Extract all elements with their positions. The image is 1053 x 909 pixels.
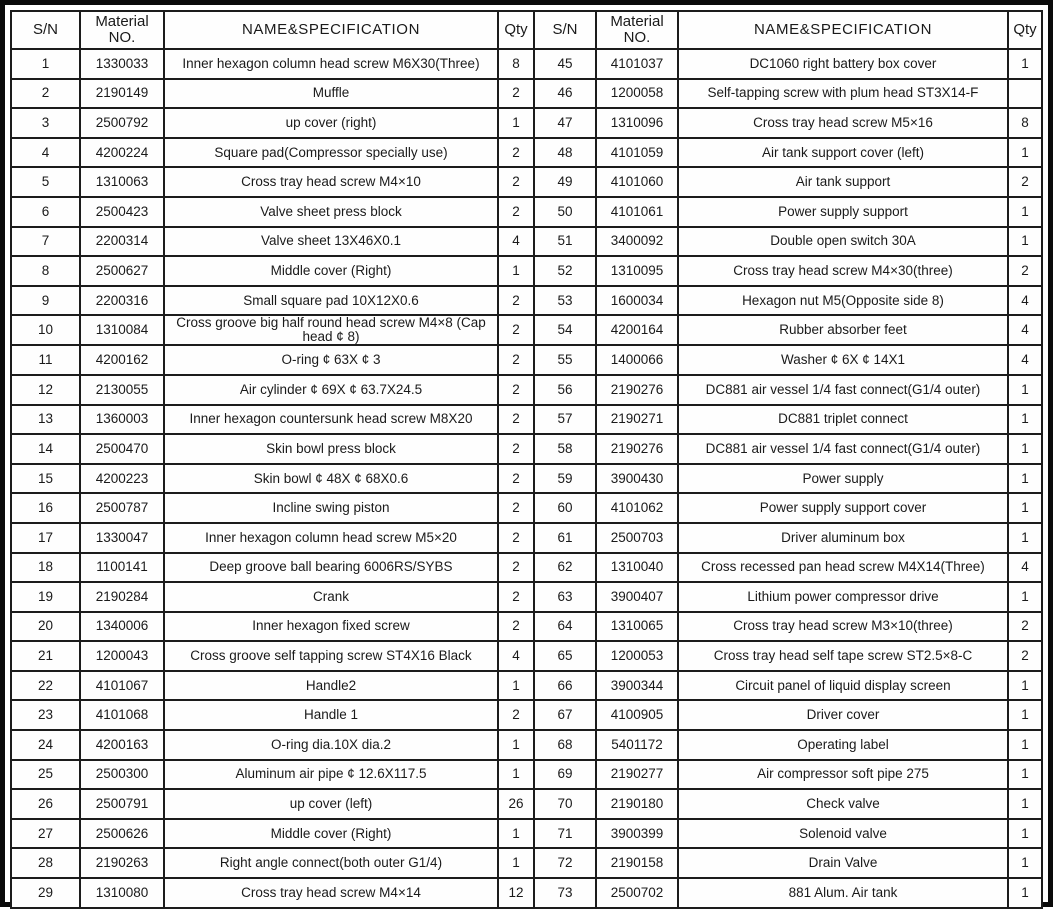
- sn-cell: 73: [534, 878, 596, 908]
- qty-cell: 1: [1008, 375, 1042, 405]
- name-cell: Cross tray head screw M5×16: [678, 108, 1008, 138]
- sn-cell: 4: [11, 138, 80, 168]
- material-cell: 1100141: [80, 553, 164, 583]
- sn-cell: 21: [11, 641, 80, 671]
- header-qty-left: Qty: [498, 11, 534, 49]
- qty-cell: 8: [498, 49, 534, 79]
- header-name-left: NAME&SPECIFICATION: [164, 11, 498, 49]
- table-row: [11, 345, 1042, 375]
- sn-cell: 11: [11, 345, 80, 375]
- table-row: [11, 760, 1042, 790]
- sn-cell: 23: [11, 700, 80, 730]
- qty-cell: 1: [1008, 405, 1042, 435]
- qty-cell: [1008, 79, 1042, 109]
- material-cell: 2190276: [596, 375, 678, 405]
- material-cell: 1400066: [596, 345, 678, 375]
- table-row: [11, 167, 1042, 197]
- material-cell: 4200162: [80, 345, 164, 375]
- sn-cell: 65: [534, 641, 596, 671]
- name-cell: Valve sheet 13X46X0.1: [164, 227, 498, 257]
- material-cell: 1360003: [80, 405, 164, 435]
- material-cell: 4101062: [596, 493, 678, 523]
- name-cell: Incline swing piston: [164, 493, 498, 523]
- material-cell: 1310096: [596, 108, 678, 138]
- qty-cell: 4: [498, 227, 534, 257]
- sn-cell: 68: [534, 730, 596, 760]
- table-row: [11, 789, 1042, 819]
- material-cell: 2500300: [80, 760, 164, 790]
- sn-cell: 3: [11, 108, 80, 138]
- qty-cell: 2: [498, 612, 534, 642]
- material-cell: 2500703: [596, 523, 678, 553]
- qty-cell: 1: [1008, 819, 1042, 849]
- sn-cell: 10: [11, 315, 80, 345]
- sn-cell: 71: [534, 819, 596, 849]
- material-cell: 2500627: [80, 256, 164, 286]
- name-cell: Valve sheet press block: [164, 197, 498, 227]
- sn-cell: 6: [11, 197, 80, 227]
- table-row: [11, 523, 1042, 553]
- sn-cell: 67: [534, 700, 596, 730]
- table-row: [11, 49, 1042, 79]
- material-cell: 2500470: [80, 434, 164, 464]
- material-cell: 1310065: [596, 612, 678, 642]
- sn-cell: 47: [534, 108, 596, 138]
- table-row: [11, 612, 1042, 642]
- material-cell: 2200316: [80, 286, 164, 316]
- sn-cell: 26: [11, 789, 80, 819]
- header-row: [11, 11, 1042, 49]
- qty-cell: 1: [1008, 848, 1042, 878]
- name-cell: Aluminum air pipe ¢ 12.6X117.5: [164, 760, 498, 790]
- name-cell: Cross tray head self tape screw ST2.5×8-C: [678, 641, 1008, 671]
- sn-cell: 27: [11, 819, 80, 849]
- material-cell: 1310063: [80, 167, 164, 197]
- table-row: [11, 671, 1042, 701]
- material-cell: 2190263: [80, 848, 164, 878]
- sn-cell: 58: [534, 434, 596, 464]
- qty-cell: 4: [1008, 345, 1042, 375]
- material-cell: 2190271: [596, 405, 678, 435]
- material-cell: 1600034: [596, 286, 678, 316]
- parts-table: [10, 10, 1043, 909]
- sn-cell: 17: [11, 523, 80, 553]
- qty-cell: 1: [1008, 582, 1042, 612]
- qty-cell: 1: [498, 671, 534, 701]
- sn-cell: 54: [534, 315, 596, 345]
- sn-cell: 29: [11, 878, 80, 908]
- material-cell: 4101059: [596, 138, 678, 168]
- name-cell: Circuit panel of liquid display screen: [678, 671, 1008, 701]
- qty-cell: 1: [1008, 227, 1042, 257]
- material-cell: 2190284: [80, 582, 164, 612]
- sn-cell: 62: [534, 553, 596, 583]
- material-cell: 2200314: [80, 227, 164, 257]
- table-row: [11, 819, 1042, 849]
- qty-cell: 1: [1008, 464, 1042, 494]
- sn-cell: 2: [11, 79, 80, 109]
- qty-cell: 1: [1008, 523, 1042, 553]
- header-sn-right: S/N: [534, 11, 596, 49]
- name-cell: Air tank support: [678, 167, 1008, 197]
- qty-cell: 8: [1008, 108, 1042, 138]
- qty-cell: 2: [498, 197, 534, 227]
- material-cell: 5401172: [596, 730, 678, 760]
- header-material-left: [80, 11, 164, 49]
- name-cell: Cross groove self tapping screw ST4X16 Black: [164, 641, 498, 671]
- sn-cell: 5: [11, 167, 80, 197]
- qty-cell: 1: [1008, 434, 1042, 464]
- name-cell: Middle cover (Right): [164, 819, 498, 849]
- name-cell: Cross groove big half round head screw M4×8 (Cap head ¢ 8): [164, 315, 498, 345]
- qty-cell: 12: [498, 878, 534, 908]
- qty-cell: 2: [498, 464, 534, 494]
- name-cell: Crank: [164, 582, 498, 612]
- qty-cell: 1: [1008, 671, 1042, 701]
- name-cell: Middle cover (Right): [164, 256, 498, 286]
- name-cell: Air compressor soft pipe 275: [678, 760, 1008, 790]
- name-cell: Handle 1: [164, 700, 498, 730]
- qty-cell: 1: [498, 108, 534, 138]
- table-row: [11, 375, 1042, 405]
- qty-cell: 1: [1008, 493, 1042, 523]
- qty-cell: 2: [498, 493, 534, 523]
- qty-cell: 2: [498, 138, 534, 168]
- qty-cell: 2: [498, 582, 534, 612]
- qty-cell: 4: [1008, 553, 1042, 583]
- material-cell: 2500423: [80, 197, 164, 227]
- name-cell: Muffle: [164, 79, 498, 109]
- material-cell: 4101061: [596, 197, 678, 227]
- qty-cell: 1: [498, 730, 534, 760]
- table-row: [11, 730, 1042, 760]
- sn-cell: 46: [534, 79, 596, 109]
- name-cell: Cross tray head screw M4×30(three): [678, 256, 1008, 286]
- material-cell: 1310084: [80, 315, 164, 345]
- sn-cell: 72: [534, 848, 596, 878]
- sn-cell: 25: [11, 760, 80, 790]
- material-cell: 2190276: [596, 434, 678, 464]
- material-cell: 2500626: [80, 819, 164, 849]
- qty-cell: 2: [1008, 256, 1042, 286]
- material-cell: 1330033: [80, 49, 164, 79]
- name-cell: Right angle connect(both outer G1/4): [164, 848, 498, 878]
- material-cell: 2500792: [80, 108, 164, 138]
- material-cell: 4200163: [80, 730, 164, 760]
- qty-cell: 4: [498, 641, 534, 671]
- sn-cell: 70: [534, 789, 596, 819]
- name-cell: Cross tray head screw M3×10(three): [678, 612, 1008, 642]
- name-cell: up cover (right): [164, 108, 498, 138]
- sn-cell: 20: [11, 612, 80, 642]
- material-cell: 1310095: [596, 256, 678, 286]
- qty-cell: 2: [498, 79, 534, 109]
- material-cell: 4101037: [596, 49, 678, 79]
- sn-cell: 60: [534, 493, 596, 523]
- sn-cell: 63: [534, 582, 596, 612]
- sn-cell: 50: [534, 197, 596, 227]
- name-cell: Solenoid valve: [678, 819, 1008, 849]
- header-material-line1: Material: [610, 13, 664, 30]
- material-cell: 2500787: [80, 493, 164, 523]
- name-cell: Washer ¢ 6X ¢ 14X1: [678, 345, 1008, 375]
- material-cell: 3900407: [596, 582, 678, 612]
- qty-cell: 2: [498, 315, 534, 345]
- sn-cell: 56: [534, 375, 596, 405]
- material-cell: 3400092: [596, 227, 678, 257]
- sn-cell: 18: [11, 553, 80, 583]
- table-row: [11, 315, 1042, 345]
- qty-cell: 4: [1008, 286, 1042, 316]
- name-cell: Driver aluminum box: [678, 523, 1008, 553]
- header-qty-right: Qty: [1008, 11, 1042, 49]
- material-cell: 1330047: [80, 523, 164, 553]
- table-row: [11, 582, 1042, 612]
- sn-cell: 57: [534, 405, 596, 435]
- sn-cell: 13: [11, 405, 80, 435]
- table-row: [11, 434, 1042, 464]
- material-cell: 3900344: [596, 671, 678, 701]
- table-row: [11, 848, 1042, 878]
- qty-cell: 1: [498, 760, 534, 790]
- qty-cell: 2: [498, 286, 534, 316]
- name-cell: Check valve: [678, 789, 1008, 819]
- sn-cell: 66: [534, 671, 596, 701]
- sn-cell: 15: [11, 464, 80, 494]
- material-cell: 2190180: [596, 789, 678, 819]
- qty-cell: 1: [498, 256, 534, 286]
- qty-cell: 1: [1008, 49, 1042, 79]
- table-row: [11, 405, 1042, 435]
- header-material-right: [596, 11, 678, 49]
- name-cell: Driver cover: [678, 700, 1008, 730]
- name-cell: Air tank support cover (left): [678, 138, 1008, 168]
- name-cell: O-ring ¢ 63X ¢ 3: [164, 345, 498, 375]
- material-cell: 1200053: [596, 641, 678, 671]
- qty-cell: 1: [498, 819, 534, 849]
- name-cell: Air cylinder ¢ 69X ¢ 63.7X24.5: [164, 375, 498, 405]
- qty-cell: 2: [1008, 612, 1042, 642]
- sn-cell: 9: [11, 286, 80, 316]
- qty-cell: 1: [1008, 789, 1042, 819]
- name-cell: Power supply: [678, 464, 1008, 494]
- name-cell: Self-tapping screw with plum head ST3X14-F: [678, 79, 1008, 109]
- material-cell: 4101068: [80, 700, 164, 730]
- table-row: [11, 286, 1042, 316]
- qty-cell: 4: [1008, 315, 1042, 345]
- sn-cell: 8: [11, 256, 80, 286]
- name-cell: Inner hexagon countersunk head screw M8X20: [164, 405, 498, 435]
- qty-cell: 26: [498, 789, 534, 819]
- material-cell: 2190158: [596, 848, 678, 878]
- sn-cell: 19: [11, 582, 80, 612]
- sn-cell: 22: [11, 671, 80, 701]
- header-material-line2: NO.: [623, 29, 651, 46]
- name-cell: Power supply support: [678, 197, 1008, 227]
- name-cell: 881 Alum. Air tank: [678, 878, 1008, 908]
- table-row: [11, 108, 1042, 138]
- table-row: [11, 197, 1042, 227]
- sn-cell: 16: [11, 493, 80, 523]
- name-cell: Deep groove ball bearing 6006RS/SYBS: [164, 553, 498, 583]
- name-cell: Drain Valve: [678, 848, 1008, 878]
- sn-cell: 52: [534, 256, 596, 286]
- table-row: [11, 464, 1042, 494]
- qty-cell: 1: [1008, 138, 1042, 168]
- qty-cell: 1: [1008, 197, 1042, 227]
- sn-cell: 7: [11, 227, 80, 257]
- sn-cell: 12: [11, 375, 80, 405]
- name-cell: Lithium power compressor drive: [678, 582, 1008, 612]
- sn-cell: 49: [534, 167, 596, 197]
- qty-cell: 1: [1008, 760, 1042, 790]
- material-cell: 2500791: [80, 789, 164, 819]
- sn-cell: 59: [534, 464, 596, 494]
- name-cell: Rubber absorber feet: [678, 315, 1008, 345]
- name-cell: O-ring dia.10X dia.2: [164, 730, 498, 760]
- material-cell: 1340006: [80, 612, 164, 642]
- material-cell: 2190277: [596, 760, 678, 790]
- sn-cell: 51: [534, 227, 596, 257]
- name-cell: DC881 triplet connect: [678, 405, 1008, 435]
- qty-cell: 2: [498, 523, 534, 553]
- name-cell: DC1060 right battery box cover: [678, 49, 1008, 79]
- table-row: [11, 878, 1042, 908]
- qty-cell: 1: [1008, 878, 1042, 908]
- table-row: [11, 256, 1042, 286]
- header-name-right: NAME&SPECIFICATION: [678, 11, 1008, 49]
- sn-cell: 14: [11, 434, 80, 464]
- qty-cell: 1: [1008, 700, 1042, 730]
- table-row: [11, 553, 1042, 583]
- table-row: [11, 79, 1042, 109]
- qty-cell: 2: [498, 434, 534, 464]
- qty-cell: 1: [1008, 730, 1042, 760]
- name-cell: Inner hexagon column head screw M6X30(Three): [164, 49, 498, 79]
- sn-cell: 45: [534, 49, 596, 79]
- material-cell: 3900399: [596, 819, 678, 849]
- sn-cell: 69: [534, 760, 596, 790]
- sn-cell: 1: [11, 49, 80, 79]
- name-cell: up cover (left): [164, 789, 498, 819]
- name-cell: Cross tray head screw M4×14: [164, 878, 498, 908]
- name-cell: Cross tray head screw M4×10: [164, 167, 498, 197]
- material-cell: 4100905: [596, 700, 678, 730]
- name-cell: Operating label: [678, 730, 1008, 760]
- sn-cell: 64: [534, 612, 596, 642]
- qty-cell: 2: [498, 167, 534, 197]
- material-cell: 4200224: [80, 138, 164, 168]
- material-cell: 2190149: [80, 79, 164, 109]
- qty-cell: 1: [498, 848, 534, 878]
- qty-cell: 2: [498, 553, 534, 583]
- material-cell: 4101060: [596, 167, 678, 197]
- material-cell: 4101067: [80, 671, 164, 701]
- name-cell: Skin bowl ¢ 48X ¢ 68X0.6: [164, 464, 498, 494]
- material-cell: 4200223: [80, 464, 164, 494]
- material-cell: 2500702: [596, 878, 678, 908]
- material-cell: 2130055: [80, 375, 164, 405]
- qty-cell: 2: [498, 345, 534, 375]
- table-row: [11, 700, 1042, 730]
- material-cell: 1200043: [80, 641, 164, 671]
- name-cell: Skin bowl press block: [164, 434, 498, 464]
- sn-cell: 55: [534, 345, 596, 375]
- name-cell: Cross recessed pan head screw M4X14(Three): [678, 553, 1008, 583]
- header-sn-left: S/N: [11, 11, 80, 49]
- material-cell: 3900430: [596, 464, 678, 494]
- qty-cell: 2: [498, 375, 534, 405]
- table-row: [11, 493, 1042, 523]
- name-cell: Double open switch 30A: [678, 227, 1008, 257]
- name-cell: Square pad(Compressor specially use): [164, 138, 498, 168]
- sn-cell: 28: [11, 848, 80, 878]
- name-cell: Small square pad 10X12X0.6: [164, 286, 498, 316]
- material-cell: 4200164: [596, 315, 678, 345]
- name-cell: DC881 air vessel 1/4 fast connect(G1/4 outer): [678, 434, 1008, 464]
- qty-cell: 2: [1008, 641, 1042, 671]
- sn-cell: 53: [534, 286, 596, 316]
- qty-cell: 2: [498, 700, 534, 730]
- name-cell: Power supply support cover: [678, 493, 1008, 523]
- qty-cell: 2: [498, 405, 534, 435]
- material-cell: 1200058: [596, 79, 678, 109]
- table-row: [11, 138, 1042, 168]
- table-body: [11, 49, 1042, 908]
- qty-cell: 2: [1008, 167, 1042, 197]
- sn-cell: 24: [11, 730, 80, 760]
- header-material-line2: NO.: [108, 29, 136, 46]
- name-cell: Handle2: [164, 671, 498, 701]
- table-row: [11, 227, 1042, 257]
- name-cell: Inner hexagon fixed screw: [164, 612, 498, 642]
- sn-cell: 61: [534, 523, 596, 553]
- table-row: [11, 641, 1042, 671]
- name-cell: Hexagon nut M5(Opposite side 8): [678, 286, 1008, 316]
- material-cell: 1310040: [596, 553, 678, 583]
- name-cell: Inner hexagon column head screw M5×20: [164, 523, 498, 553]
- name-cell: DC881 air vessel 1/4 fast connect(G1/4 outer): [678, 375, 1008, 405]
- material-cell: 1310080: [80, 878, 164, 908]
- sn-cell: 48: [534, 138, 596, 168]
- header-material-line1: Material: [95, 13, 149, 30]
